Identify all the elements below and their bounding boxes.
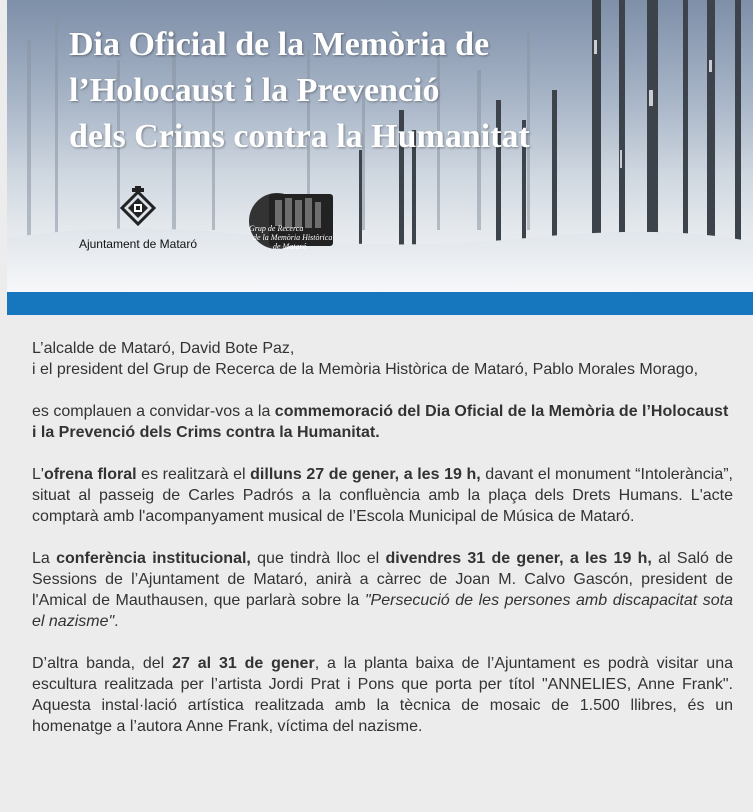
text: i el president del Grup de Recerca de la Memòria Històrica de Mataró, Pablo Morales Morago,: [32, 361, 699, 378]
title-line: l’Holocaust i la Prevenció: [69, 72, 440, 109]
bold-text: divendres 31 de gener, a les 19 h,: [385, 550, 652, 567]
text: D’altra banda, del: [32, 655, 173, 672]
paragraph-conferencia: [32, 548, 733, 632]
text: La: [32, 550, 57, 567]
paragraph-hosts: [32, 338, 733, 380]
text: , a la planta baixa de l’Ajuntament es podrà visitar una escultura realitzada per l’artista Jordi Prat i Pons que porta per títol "ANNELIES, Anne Frank". Aquesta instal·lació artística realitzada amb la tècnica de mosaic de 1.500 llibres, és un homenatge a l’autora Anne Frank, víctima del nazisme.: [32, 655, 734, 735]
text: L’alcalde de Mataró, David Bote Paz,: [32, 340, 295, 357]
ajuntament-logo: [73, 186, 203, 251]
header-banner: [7, 0, 753, 292]
paragraph-escultura: [32, 653, 733, 737]
text: .: [114, 613, 119, 630]
text: es complauen a convidar-vos a la: [32, 403, 275, 420]
bold-text: 27 al 31 de gener: [172, 655, 315, 672]
bold-text: commemoració del Dia Oficial de la Memòria de l’Holocaust i la Prevenció dels Crims contra la Humanitat.: [32, 403, 729, 441]
italic-text: "Persecució de les persones amb discapacitat sota el nazisme": [32, 592, 734, 630]
title-line: Dia Oficial de la Memòria de: [69, 26, 490, 63]
bold-text: conferència institucional,: [56, 550, 251, 567]
text: al Saló de Sessions de l’Ajuntament de Mataró, anirà a càrrec de Joan M. Calvo Gascón, president de l'Amical de Mauthausen, que parlarà sobre la: [32, 550, 734, 609]
logo2-line: de Mataró: [273, 242, 307, 251]
text: davant el monument “Intolerància”, situat al passeig de Carles Padrós a la confluència amb la plaça dels Drets Humans. L'acte comptarà amb l'acompanyament musical de l’Escola Municipal de Música de Mataró.: [32, 466, 734, 525]
text: es realitzarà el: [136, 466, 251, 483]
paragraph-ofrena: [32, 464, 733, 527]
paragraph-invitation: [32, 401, 733, 443]
title-line: dels Crims contra la Humanitat: [69, 118, 530, 155]
logo2-line: de la Memòria Històrica: [253, 233, 333, 242]
logo2-line: Grup de Recerca: [249, 224, 304, 233]
city-shield-icon: [118, 186, 158, 226]
grup-recerca-logo: [239, 188, 343, 254]
invitation-body: [32, 338, 733, 758]
text: L': [32, 466, 44, 483]
page-title: [69, 22, 530, 160]
ajuntament-name: Ajuntament de Mataró: [78, 237, 198, 251]
blue-separator-bar: [7, 292, 753, 315]
text: que tindrà lloc el: [250, 550, 386, 567]
bold-text: ofrena floral: [43, 466, 137, 483]
bold-text: dilluns 27 de gener, a les 19 h,: [250, 466, 481, 483]
